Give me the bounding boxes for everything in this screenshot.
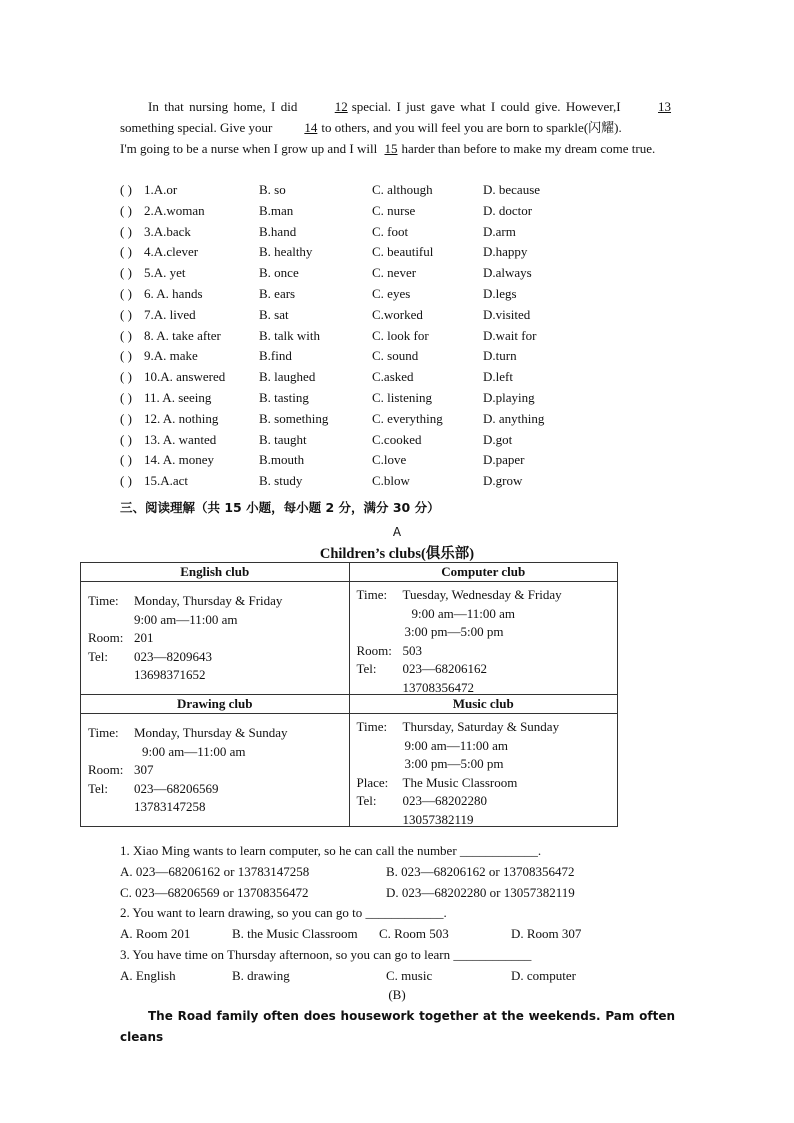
option-row: [120, 367, 680, 388]
option-row: [120, 409, 680, 430]
answer-paren[interactable]: ( ): [120, 202, 132, 218]
option-d: D. doctor: [483, 202, 533, 218]
club-header: Computer club: [349, 563, 618, 582]
value: 9:00 am—11:00 am: [404, 737, 509, 753]
value: 023—8209643: [134, 648, 212, 664]
option-b: B. ears: [259, 285, 296, 301]
option-b: B.hand: [259, 223, 297, 239]
answer-paren[interactable]: ( ): [120, 265, 132, 281]
option-b: B. laughed: [259, 369, 316, 385]
choice[interactable]: D. Room 307: [511, 926, 582, 942]
question-stem: [120, 945, 680, 966]
option-c: C. nurse: [372, 202, 416, 218]
label: Tel:: [88, 648, 109, 664]
value: Tuesday, Wednesday & Friday: [402, 587, 562, 602]
answer-paren[interactable]: ( ): [120, 410, 132, 426]
value: 023—68206162: [402, 661, 487, 677]
option-b: B. talk with: [259, 327, 321, 343]
passage-label: A: [392, 525, 402, 539]
section-title: 三、阅读理解（共 15 小题，每小题 2 分，满分 30 分）: [120, 500, 440, 515]
label: Tel:: [356, 661, 377, 677]
option-c: C.asked: [372, 369, 414, 385]
passage-label: (B): [388, 987, 406, 1002]
option-b: B. healthy: [259, 244, 313, 260]
blank-13[interactable]: 13: [658, 99, 672, 114]
option-c: C. look for: [372, 327, 429, 343]
option-b: B. taught: [259, 431, 307, 447]
label: Place:: [356, 774, 389, 790]
option-b: B. once: [259, 265, 299, 281]
answer-paren[interactable]: ( ): [120, 244, 132, 260]
text: to others, and you will feel you are born to sparkle(闪耀).: [321, 120, 622, 135]
value: 13057382119: [402, 811, 474, 827]
option-d: D.got: [483, 431, 513, 447]
question-text: 3. You have time on Thursday afternoon, so you can go to learn ____________: [120, 946, 532, 962]
club-header: Music club: [349, 695, 618, 714]
club-header: English club: [81, 563, 350, 582]
label: Room:: [356, 642, 392, 658]
clubs-table: [80, 562, 618, 827]
answer-paren[interactable]: ( ): [120, 182, 132, 197]
option-b: B.mouth: [259, 452, 305, 468]
question-options: [120, 924, 680, 945]
option-a: 3.A.back: [144, 223, 191, 239]
value: 3:00 pm—5:00 pm: [404, 756, 504, 772]
option-b: B. tasting: [259, 389, 309, 405]
question-options: [120, 883, 680, 904]
choice[interactable]: D. computer: [511, 967, 576, 983]
label: Room:: [88, 630, 124, 646]
choice[interactable]: C. music: [386, 967, 433, 983]
answer-paren[interactable]: ( ): [120, 389, 132, 405]
choice[interactable]: A. 023—68206162 or 13783147258: [120, 863, 310, 879]
text: something special. Give your: [120, 120, 273, 135]
text: harder than before to make my dream come true.: [401, 141, 656, 156]
label: Time:: [88, 593, 119, 608]
option-d: D.paper: [483, 452, 525, 468]
label: Tel:: [88, 780, 109, 796]
option-c: C. everything: [372, 410, 443, 426]
cloze-passage: [120, 96, 675, 159]
option-row: [120, 242, 680, 263]
label: Time:: [88, 725, 119, 740]
option-a: 7.A. lived: [144, 306, 196, 322]
value: Thursday, Saturday & Sunday: [402, 719, 560, 734]
option-b: B. sat: [259, 306, 289, 322]
question-stem: [120, 903, 680, 924]
option-d: D. anything: [483, 410, 545, 426]
choice[interactable]: C. Room 503: [379, 926, 449, 942]
question-text: 1. Xiao Ming wants to learn computer, so he can call the number ____________.: [120, 843, 542, 858]
option-d: D.grow: [483, 473, 523, 489]
option-c: C. although: [372, 182, 433, 197]
label: Time:: [356, 719, 388, 734]
option-c: C. beautiful: [372, 244, 434, 260]
cloze-line-1: [120, 96, 675, 138]
option-row: [120, 450, 680, 471]
question-stem: [120, 841, 680, 862]
option-d: D.legs: [483, 285, 517, 301]
option-c: C.cooked: [372, 431, 422, 447]
option-c: C.blow: [372, 473, 410, 489]
text: I'm going to be a nurse when I grow up and I will: [120, 141, 378, 156]
question-options: [120, 862, 680, 883]
answer-paren[interactable]: ( ): [120, 327, 132, 343]
option-c: C. never: [372, 265, 417, 281]
choice[interactable]: B. drawing: [232, 967, 290, 983]
label: Tel:: [356, 793, 377, 809]
answer-paren[interactable]: ( ): [120, 369, 132, 385]
answer-paren[interactable]: ( ): [120, 473, 132, 489]
option-c: C. sound: [372, 348, 419, 364]
choice[interactable]: B. the Music Classroom: [232, 926, 358, 942]
answer-paren[interactable]: ( ): [120, 431, 132, 447]
question-options: [120, 966, 680, 987]
option-a: 9.A. make: [144, 348, 198, 364]
option-c: C. eyes: [372, 285, 411, 301]
option-a: 5.A. yet: [144, 265, 186, 281]
option-row: [120, 180, 680, 201]
option-row: [120, 222, 680, 243]
option-a: 12. A. nothing: [144, 410, 219, 426]
value: 023—68206569: [134, 780, 219, 796]
option-row: [120, 284, 680, 305]
option-d: D.wait for: [483, 327, 537, 343]
value: 9:00 am—11:00 am: [411, 605, 516, 621]
option-b: B. study: [259, 473, 303, 489]
option-c: C.love: [372, 452, 407, 468]
passage-b-text: The Road family often does housework together at the weekends. Pam often cleans: [120, 1009, 675, 1044]
choice[interactable]: A. English: [120, 967, 176, 983]
value: 13708356472: [402, 679, 474, 695]
questions: [120, 841, 680, 987]
option-a: 6. A. hands: [144, 285, 203, 301]
option-row: [120, 305, 680, 326]
option-b: B.man: [259, 202, 294, 218]
answer-paren[interactable]: ( ): [120, 348, 132, 364]
option-d: D.always: [483, 265, 532, 281]
table-title: Children’s clubs(俱乐部): [319, 546, 475, 562]
option-d: D.visited: [483, 306, 531, 322]
blank-15[interactable]: 15: [384, 141, 398, 156]
value: 503: [402, 642, 422, 658]
option-a: 10.A. answered: [144, 369, 226, 385]
choice[interactable]: D. 023—68202280 or 13057382119: [386, 884, 575, 900]
question-text: 2. You want to learn drawing, so you can go to ____________.: [120, 905, 447, 921]
value: 13783147258: [134, 799, 206, 815]
option-d: D.happy: [483, 244, 528, 260]
value: 9:00 am—11:00 am: [142, 743, 246, 759]
option-row: [120, 430, 680, 451]
option-b: B. so: [259, 182, 286, 197]
option-a: 15.A.act: [144, 473, 189, 489]
club-cell: [349, 582, 618, 695]
choice[interactable]: B. 023—68206162 or 13708356472: [386, 863, 575, 879]
option-d: D.arm: [483, 223, 516, 239]
option-a: 14. A. money: [144, 452, 215, 468]
option-row: [120, 388, 680, 409]
cloze-line-3: [120, 138, 675, 159]
value: 023—68202280: [402, 793, 487, 809]
option-a: 11. A. seeing: [144, 389, 212, 405]
choice[interactable]: A. Room 201: [120, 926, 191, 942]
choice[interactable]: C. 023—68206569 or 13708356472: [120, 884, 309, 900]
option-b: B. something: [259, 410, 329, 426]
option-a: 1.A.or: [144, 182, 178, 197]
answer-paren[interactable]: ( ): [120, 306, 132, 322]
value: 201: [134, 630, 154, 646]
label: Room:: [88, 762, 124, 778]
option-row: [120, 201, 680, 222]
value: The Music Classroom: [402, 774, 518, 790]
blank-12[interactable]: 12: [334, 99, 348, 114]
blank-14[interactable]: 14: [304, 120, 318, 135]
option-d: D. because: [483, 182, 541, 197]
option-d: D.turn: [483, 348, 517, 364]
value: 9:00 am—11:00 am: [134, 611, 238, 627]
value: 3:00 pm—5:00 pm: [404, 624, 504, 640]
option-d: D.left: [483, 369, 513, 385]
club-header: Drawing club: [81, 695, 350, 714]
option-a: 4.A.clever: [144, 244, 199, 260]
option-c: C. foot: [372, 223, 409, 239]
option-row: [120, 471, 680, 492]
answer-paren[interactable]: ( ): [120, 452, 132, 468]
option-a: 8. A. take after: [144, 327, 221, 343]
value: Monday, Thursday & Sunday: [134, 725, 288, 740]
value: Monday, Thursday & Friday: [134, 593, 283, 608]
option-c: C.worked: [372, 306, 423, 322]
value: 307: [134, 762, 154, 778]
option-d: D.playing: [483, 389, 535, 405]
label: Time:: [356, 587, 388, 602]
option-row: [120, 263, 680, 284]
cloze-options: [120, 180, 680, 492]
option-c: C. listening: [372, 389, 432, 405]
answer-paren[interactable]: ( ): [120, 223, 132, 239]
option-a: 13. A. wanted: [144, 431, 217, 447]
option-b: B.find: [259, 348, 292, 364]
value: 13698371652: [134, 667, 206, 683]
option-row: [120, 326, 680, 347]
option-a: 2.A.woman: [144, 202, 205, 218]
club-cell: [349, 714, 618, 827]
club-cell: [81, 582, 350, 695]
text: In that nursing home, I did: [148, 99, 298, 114]
option-row: [120, 346, 680, 367]
text: special. I just gave what I could give. However,I: [351, 99, 621, 114]
answer-paren[interactable]: ( ): [120, 285, 132, 301]
club-cell: [81, 714, 350, 827]
